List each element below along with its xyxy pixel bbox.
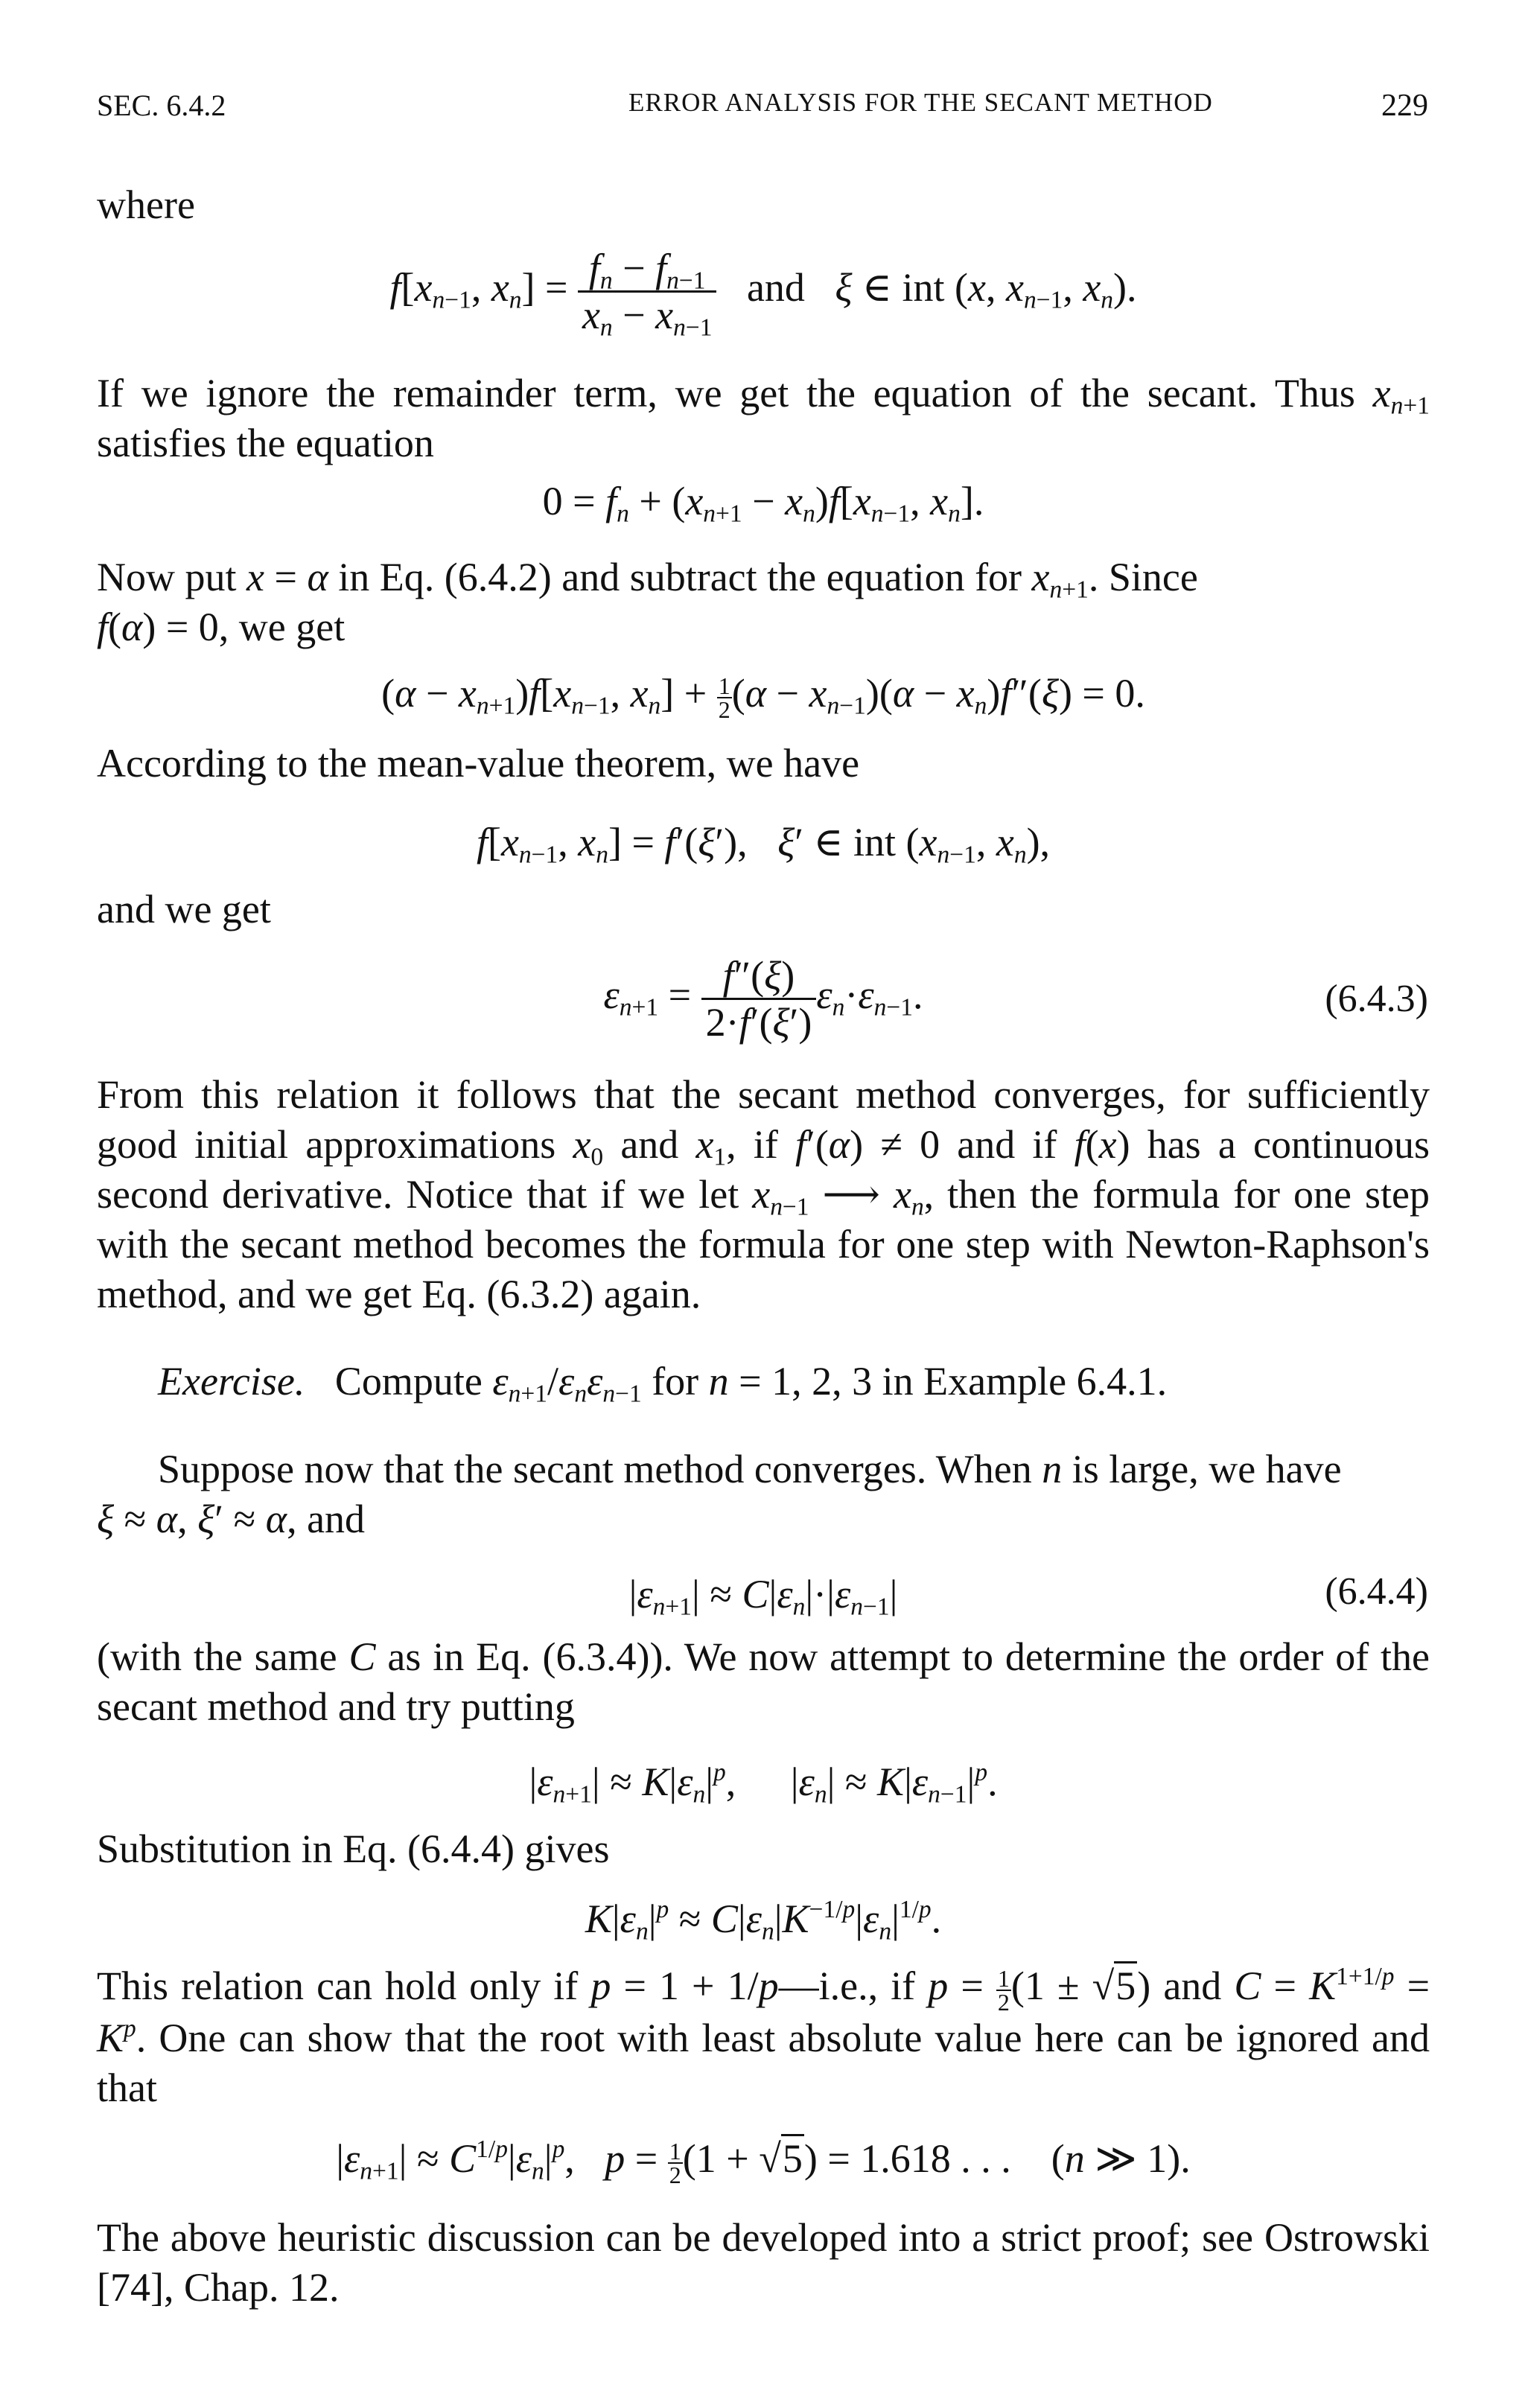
equation-6-4-3: $\varepsilon_{n+1}$ = $\frac{f''(\xi)}{2\cdot f'(\xi')}$ $\varepsilon_n\cdot\varepsilon_{n-1}$. (603, 953, 923, 1045)
where-text: where (97, 182, 195, 227)
equation-number-6-4-3: (6.4.3) (1325, 978, 1428, 1020)
paragraph-relation: This relation can hold only if p = 1 + 1/p—i.e., if p = $\frac{1}{2}$ (1 ± √5) and $C = K^{1+1/p} = K^p$. One can show that the root with least absolute value here can be ignored and that (97, 1962, 1430, 2110)
paragraph-ignore-remainder: If we ignore the remainder term, we get the equation of the secant. Thus $x_{n+1}$ satisfies the equation (97, 371, 1430, 465)
running-title: ERROR ANALYSIS FOR THE SECANT METHOD (628, 88, 1213, 117)
equation-number-6-4-4: (6.4.4) (1325, 1570, 1428, 1613)
paragraph-heuristic: The above heuristic discussion can be developed into a strict proof; see Ostrowski [74], Chap. 12. (97, 2215, 1430, 2310)
paragraph-substitution: Substitution in Eq. (6.4.4) gives (97, 1826, 610, 1871)
error-equation: $(\alpha - x_{n+1})f[x_{n-1}$, $x_n$] + $\frac{1}{2}$ $(\alpha - x_{n-1})(\alpha - x_n)f''(\xi) = 0$. (381, 671, 1145, 723)
paragraph-with-same-c: (with the same C as in Eq. (6.3.4)). We now attempt to determine the order of the secant method and try putting (97, 1634, 1430, 1729)
order-result-equation: $|\varepsilon_{n+1}| \approx C^{1/p}|\varepsilon_n|^p$, p = $\frac{1}{2}$ (1 + √5) = 1.618 . . . (n ≫ 1). (336, 2135, 1191, 2188)
secant-equation: $0 = f_n + (x_{n+1} - x_n)f[x_{n-1}$, $x_n$]. (542, 479, 984, 528)
paragraph-mean-value: According to the mean-value theorem, we have (97, 741, 860, 786)
and-we-get-text: and we get (97, 887, 271, 931)
golden-ratio-value: 1.618 . . . (860, 2136, 1011, 2181)
divided-difference-equation: $f[x_{n-1}$, $x_n$] = $\frac{f_n - f_{n-1}}{x_n - x_{n-1}}$ and ξ ∈ int (x, $x_{n-1}$, $x_n$). (389, 246, 1137, 342)
section-header: SEC. 6.4.2 (97, 89, 226, 122)
exercise-label: Exercise. (158, 1359, 305, 1404)
paragraph-convergence: From this relation it follows that the secant method converges, for sufficiently good initial approximations $x_0$ and $x_1$, if f′(α) ≠ 0 and if f(x) has a continuous second derivative. Notice that if we let $x_{n-1}$ ⟶ $x_n$, then the formula for one step with the secant method becomes the formula for one step with Newton-Raphson's method, and we get Eq. (6.3.2) again. (97, 1072, 1430, 1316)
paragraph-suppose: Suppose now that the secant method converges. When n is large, we have ξ ≈ α, ξ′ ≈ α, and (97, 1447, 1342, 1541)
paragraph-now-put: Now put x = α in Eq. (6.4.2) and subtract the equation for $x_{n+1}$. Since f(α) = 0, we get (97, 555, 1198, 649)
exercise: Exercise. Compute $\varepsilon_{n+1}/\varepsilon_n\varepsilon_{n-1}$ for n = 1, 2, 3 in Example 6.4.1. (158, 1359, 1168, 1408)
page-number: 229 (1381, 89, 1428, 123)
mean-value-equation: $f[x_{n-1}$, $x_n] = f'(\xi')$, ξ′ ∈ int ($x_{n-1}$, $x_n$), (476, 820, 1051, 869)
substitution-equation: $K|\varepsilon_n|^p \approx C|\varepsilon_n|K^{-1/p}|\varepsilon_n|^{1/p}$. (585, 1895, 942, 1946)
equation-6-4-4: $|\varepsilon_{n+1}| \approx C|\varepsilon_n|\cdot|\varepsilon_{n-1}|$ (628, 1572, 898, 1621)
order-assumption-equation: $|\varepsilon_{n+1}| \approx K|\varepsilon_n|^p$, $|\varepsilon_n| \approx K|\varepsilon_{n-1}|^p$. (529, 1758, 998, 1809)
